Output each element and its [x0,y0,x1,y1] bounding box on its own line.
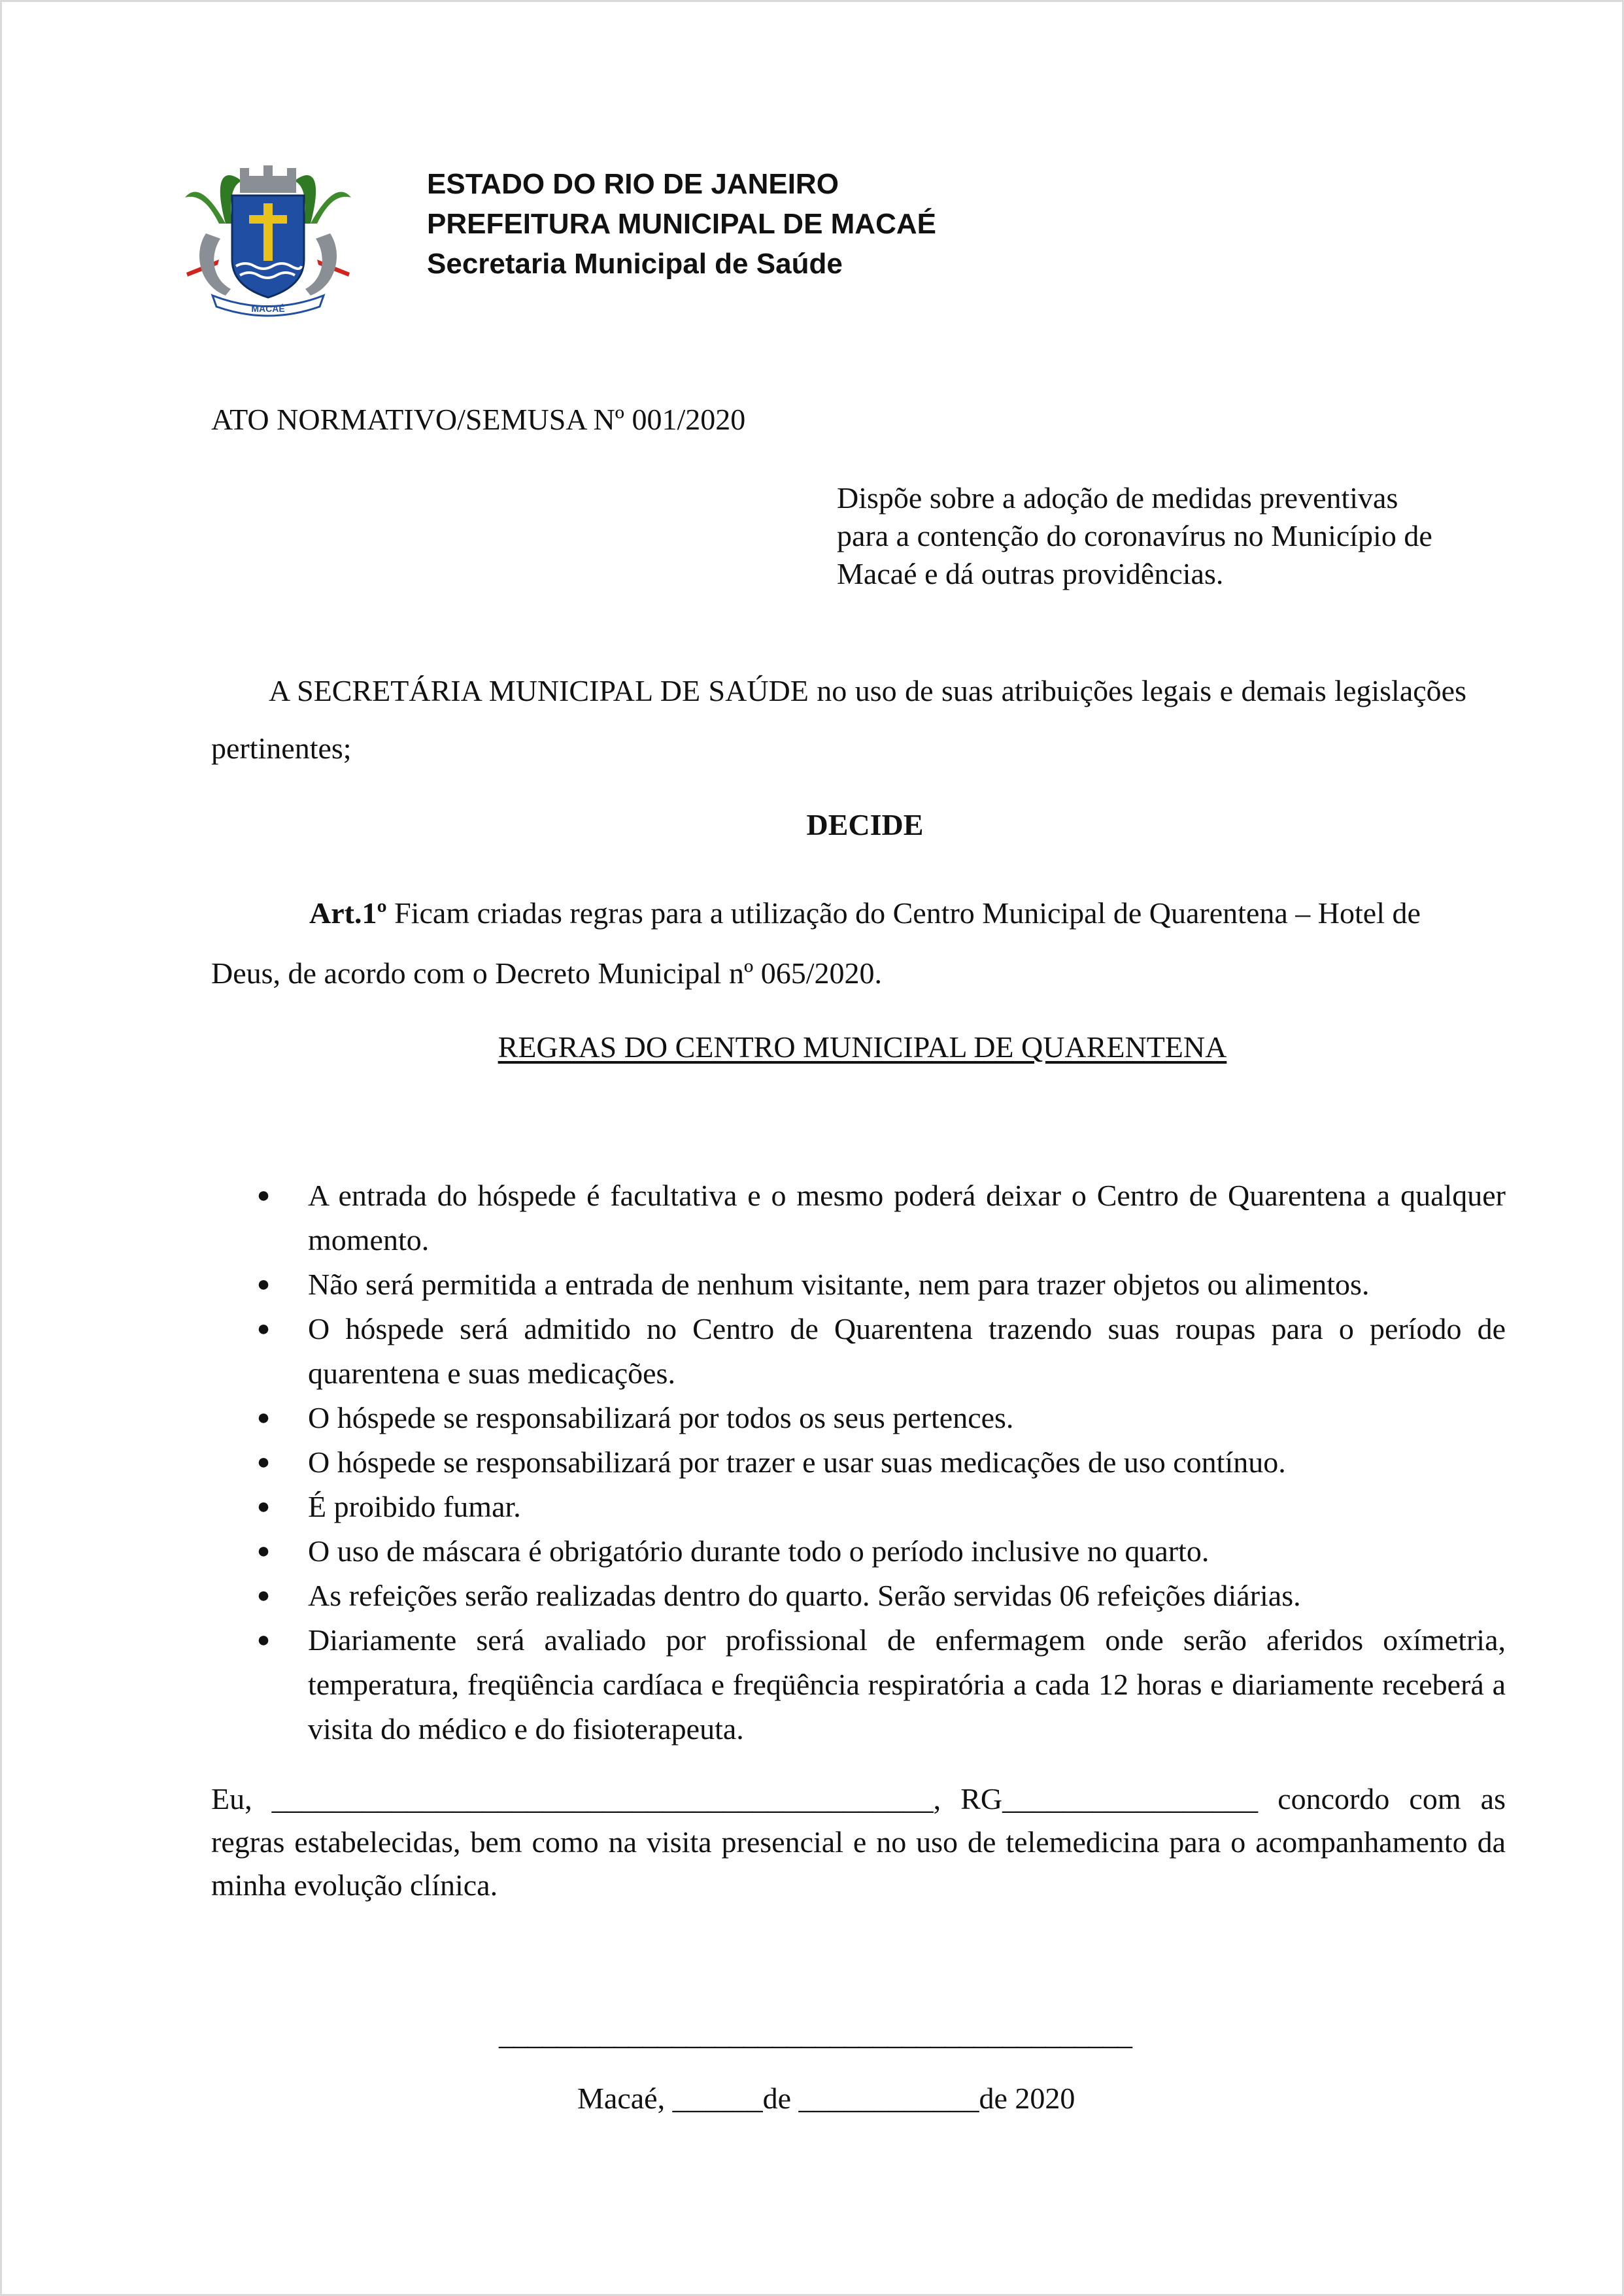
bullet-icon: ● [256,1583,271,1608]
list-item [250,1485,1506,1529]
list-item [250,1173,1506,1262]
rules-list [250,1173,1506,1751]
macae-coat-of-arms-icon [180,161,356,318]
rule-text: Diariamente será avaliado por profissional de enfermagem onde serão aferidos oxímetria, temperatura, freqüência cardíaca e freqüência respiratória a cada 12 horas e diariamente receberá a visita do médico e do fisioterapeuta. [308,1623,1506,1746]
rule-text: O hóspede se responsabilizará por todos os seus pertences. [308,1401,1014,1434]
bullet-icon: ● [256,1272,271,1296]
list-item [250,1262,1506,1307]
bullet-icon: ● [256,1494,271,1519]
place-date-line: Macaé, ______de ____________de 2020 [577,2082,1075,2115]
letterhead-city-hall: PREFEITURA MUNICIPAL DE MACAÉ [427,208,936,240]
preamble-paragraph: A SECRETÁRIA MUNICIPAL DE SAÚDE no uso de suas atribuições legais e demais legislações pertinentes; [211,674,1466,765]
list-item [250,1440,1506,1485]
rule-text: O hóspede se responsabilizará por trazer e usar suas medicações de uso contínuo. [308,1445,1286,1479]
rule-text: É proibido fumar. [308,1490,521,1523]
list-item [250,1307,1506,1396]
letterhead [427,164,936,284]
bullet-icon: ● [256,1450,271,1474]
bullet-icon: ● [256,1183,271,1207]
article-1-label: Art.1º [309,896,387,930]
decide-heading: DECIDE [806,808,924,841]
letterhead-department: Secretaria Municipal de Saúde [427,248,843,280]
signature-line: ____________________________________________ [499,2017,1132,2051]
list-item [250,1618,1506,1751]
document-ementa: Dispõe sobre a adoção de medidas preventivas para a contenção do coronavírus no Município de Macaé e dá outras providências. [837,481,1432,590]
list-item [250,1396,1506,1440]
rule-text: A entrada do hóspede é facultativa e o mesmo poderá deixar o Centro de Quarentena a qualquer momento. [308,1179,1506,1257]
bullet-icon: ● [256,1317,271,1341]
list-item [250,1529,1506,1574]
article-1-paragraph [211,883,1466,1004]
article-1-text: Ficam criadas regras para a utilização do Centro Municipal de Quarentena – Hotel de Deus, de acordo com o Decreto Municipal nº 065/2020. [211,896,1421,990]
rule-text: O hóspede será admitido no Centro de Quarentena trazendo suas roupas para o período de quarentena e suas medicações. [308,1312,1506,1390]
rules-heading: REGRAS DO CENTRO MUNICIPAL DE QUARENTENA [498,1030,1227,1064]
list-item [250,1574,1506,1618]
crest-ribbon-text: MACAÉ [251,303,285,314]
rule-text: O uso de máscara é obrigatório durante todo o período inclusive no quarto. [308,1534,1210,1568]
bullet-icon: ● [256,1406,271,1430]
agreement-paragraph: Eu, ____________________________________________, RG_________________ concordo com as regras estabelecidas, bem como na visita presencial e no uso de telemedicina para o acompanhamento da minha evolução clínica. [211,1782,1506,1902]
letterhead-state: ESTADO DO RIO DE JANEIRO [427,168,839,200]
document-title: ATO NORMATIVO/SEMUSA Nº 001/2020 [211,403,746,436]
bullet-icon: ● [256,1628,271,1652]
bullet-icon: ● [256,1539,271,1563]
rule-text: Não será permitida a entrada de nenhum visitante, nem para trazer objetos ou alimentos. [308,1268,1370,1301]
rule-text: As refeições serão realizadas dentro do quarto. Serão servidas 06 refeições diárias. [308,1579,1301,1612]
